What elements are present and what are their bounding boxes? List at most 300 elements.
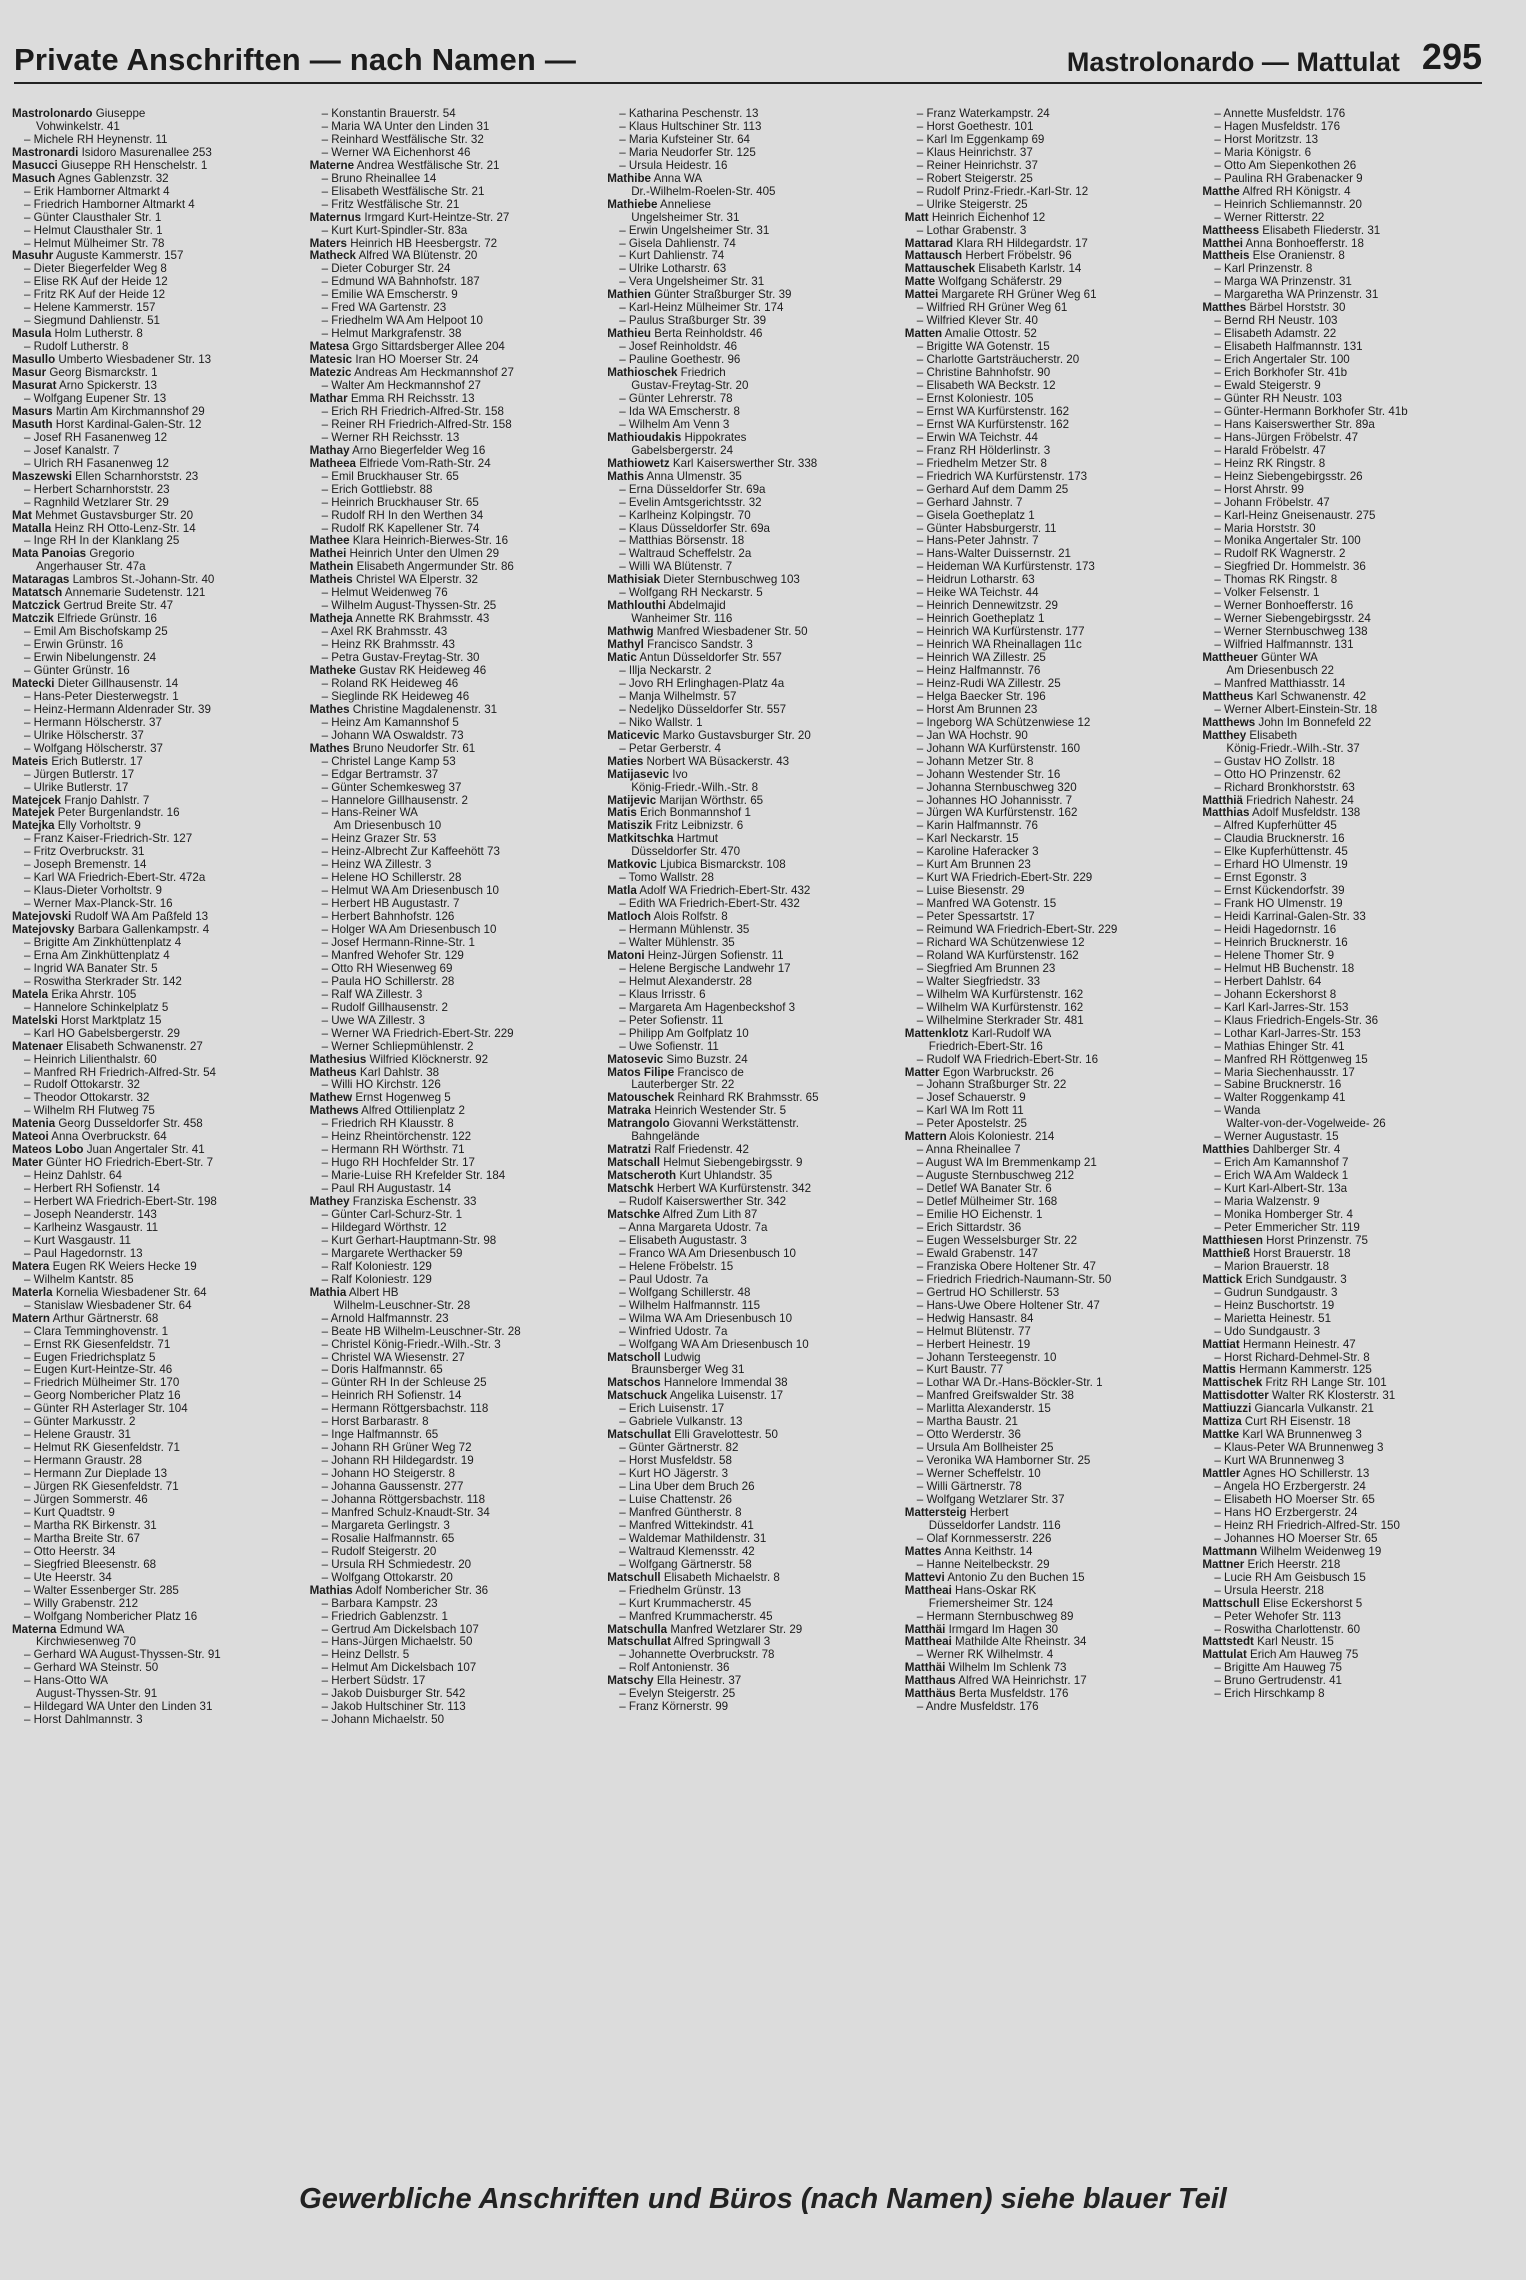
surname: Matschull bbox=[607, 1571, 661, 1584]
directory-entry bbox=[1202, 1326, 1492, 1339]
directory-entry bbox=[905, 1326, 1195, 1339]
directory-entry bbox=[12, 1611, 302, 1624]
surname: Matheja bbox=[309, 613, 353, 626]
entry-text: Am Driesenbusch 22 bbox=[1226, 664, 1334, 677]
directory-column-3 bbox=[607, 108, 897, 2153]
entry-text: Alois Rolfstr. 8 bbox=[651, 911, 728, 924]
entry-text: Karl WA Brunnenweg 3 bbox=[1239, 1429, 1362, 1442]
directory-entry bbox=[310, 1520, 600, 1533]
entry-text: – Veronika WA Hamborner Str. 25 bbox=[916, 1455, 1091, 1468]
directory-entry bbox=[12, 1002, 302, 1015]
directory-entry bbox=[310, 976, 600, 989]
entry-text: – Herbert Dahlstr. 64 bbox=[1214, 975, 1322, 988]
directory-entry bbox=[905, 1455, 1195, 1468]
directory-entry bbox=[12, 276, 302, 289]
directory-entry bbox=[607, 1507, 897, 1520]
directory-entry bbox=[12, 1209, 302, 1222]
entry-text: – Johanna Röttgersbachstr. 118 bbox=[321, 1493, 486, 1506]
directory-entry bbox=[607, 1416, 897, 1429]
directory-entry bbox=[607, 795, 897, 808]
directory-entry bbox=[1202, 1598, 1492, 1611]
directory-entry bbox=[607, 328, 897, 341]
entry-text: – Walter Am Heckmannshof 27 bbox=[321, 380, 481, 393]
entry-text: – Heinz Am Kamannshof 5 bbox=[321, 716, 459, 729]
entry-text: Berta Musfeldstr. 176 bbox=[955, 1688, 1069, 1701]
directory-entry bbox=[607, 1701, 897, 1714]
directory-entry bbox=[310, 665, 600, 678]
entry-text: – Ernst Kückendorfstr. 39 bbox=[1214, 885, 1345, 898]
entry-text: – Rudolf Ottokarstr. 32 bbox=[24, 1079, 140, 1092]
directory-entry bbox=[310, 393, 600, 406]
entry-text: – Günter Lehrerstr. 78 bbox=[619, 392, 733, 405]
surname: Mateoi bbox=[12, 1131, 49, 1144]
directory-entry bbox=[607, 807, 897, 820]
entry-text: – Ralf WA Zillestr. 3 bbox=[321, 988, 423, 1001]
directory-entry bbox=[12, 1274, 302, 1287]
directory-entry bbox=[607, 1092, 897, 1105]
entry-text: – Joseph Neanderstr. 143 bbox=[24, 1209, 157, 1222]
entry-text: – Fred WA Gartenstr. 23 bbox=[321, 302, 447, 315]
directory-entry bbox=[905, 432, 1195, 445]
directory-entry bbox=[1202, 1688, 1492, 1701]
directory-entry bbox=[12, 587, 302, 600]
entry-text: – Ralf Koloniestr. 129 bbox=[321, 1260, 432, 1273]
directory-entry bbox=[310, 186, 600, 199]
directory-entry bbox=[12, 108, 302, 121]
entry-text: – Christel Lange Kamp 53 bbox=[321, 755, 456, 768]
directory-entry bbox=[1202, 665, 1492, 678]
entry-text: – Matthias Börsenstr. 18 bbox=[619, 535, 745, 548]
directory-entry bbox=[12, 173, 302, 186]
entry-text: – Hermann Sternbuschweg 89 bbox=[916, 1610, 1074, 1623]
directory-entry bbox=[12, 1170, 302, 1183]
directory-entry bbox=[310, 458, 600, 471]
directory-entry bbox=[1202, 652, 1492, 665]
directory-entry bbox=[12, 600, 302, 613]
entry-text: – Rudolf WA Friedrich-Ebert-Str. 16 bbox=[916, 1053, 1099, 1066]
entry-text: – Heinrich WA Zillestr. 25 bbox=[916, 652, 1046, 665]
entry-text: – Hans-Peter Jahnstr. 7 bbox=[916, 535, 1039, 548]
directory-entry bbox=[310, 1468, 600, 1481]
directory-entry bbox=[310, 1442, 600, 1455]
entry-text: Juan Angertaler Str. 41 bbox=[83, 1144, 205, 1157]
directory-entry bbox=[310, 199, 600, 212]
entry-text: – Werner Albert-Einstein-Str. 18 bbox=[1214, 703, 1378, 716]
entry-text: Alfred Zum Lith 87 bbox=[660, 1209, 758, 1222]
directory-entry bbox=[1202, 846, 1492, 859]
entry-text: Christine Magdalenenstr. 31 bbox=[349, 703, 498, 716]
entry-text: – Marion Brauerstr. 18 bbox=[1214, 1260, 1330, 1273]
entry-text: Umberto Wiesbadener Str. 13 bbox=[55, 354, 212, 367]
directory-entry bbox=[607, 1429, 897, 1442]
surname: Mathwig bbox=[607, 626, 654, 639]
entry-text: Ella Heinestr. 37 bbox=[653, 1675, 742, 1688]
entry-text: Francisco Sandstr. 3 bbox=[643, 639, 753, 652]
entry-text: – Michele RH Heynenstr. 11 bbox=[24, 133, 168, 146]
entry-text: – Herbert HB Augustastr. 7 bbox=[321, 898, 460, 911]
directory-entry bbox=[905, 1287, 1195, 1300]
surname: Mattulat bbox=[1202, 1649, 1247, 1662]
entry-text: – Johanna Sternbuschweg 320 bbox=[916, 781, 1077, 794]
directory-entry bbox=[905, 160, 1195, 173]
directory-entry bbox=[607, 523, 897, 536]
entry-text: Klara Heinrich-Bierwes-Str. 16 bbox=[349, 535, 509, 548]
directory-entry bbox=[310, 924, 600, 937]
entry-text: – Luise Chattenstr. 26 bbox=[619, 1493, 732, 1506]
entry-text: – Elke Kupferhüttenstr. 45 bbox=[1214, 846, 1348, 859]
entry-text: – Elisabeth Augustastr. 3 bbox=[619, 1234, 747, 1247]
directory-entry bbox=[12, 458, 302, 471]
directory-entry bbox=[310, 1015, 600, 1028]
surname: Matejovsky bbox=[12, 924, 75, 937]
entry-text: – Friedhelm WA Am Helpoot 10 bbox=[321, 315, 483, 328]
entry-text: – Maria Neudorfer Str. 125 bbox=[619, 146, 756, 159]
entry-text: – Angela HO Erzbergerstr. 24 bbox=[1214, 1481, 1366, 1494]
surname: Mattheuer bbox=[1202, 652, 1258, 665]
entry-text: – Emil Am Bischofskamp 25 bbox=[24, 626, 168, 639]
directory-entry bbox=[607, 976, 897, 989]
entry-text: – Ralf Koloniestr. 129 bbox=[321, 1273, 432, 1286]
directory-entry bbox=[1202, 147, 1492, 160]
entry-text: – Helmut Markgrafenstr. 38 bbox=[321, 328, 462, 341]
directory-entry bbox=[310, 1649, 600, 1662]
entry-text: Antonio Zu den Buchen 15 bbox=[944, 1571, 1085, 1584]
entry-text: – Manfred RH Röttgenweg 15 bbox=[1214, 1053, 1368, 1066]
entry-text: – Peter Apostelstr. 25 bbox=[916, 1118, 1027, 1131]
entry-text: Herbert bbox=[966, 1506, 1009, 1519]
entry-text: – Heinz Dellstr. 5 bbox=[321, 1649, 410, 1662]
surname: Matthäi bbox=[904, 1623, 946, 1636]
entry-text: – Johann WA Oswaldstr. 73 bbox=[321, 729, 464, 742]
directory-entry bbox=[310, 315, 600, 328]
entry-text: – Erich Hirschkamp 8 bbox=[1214, 1688, 1325, 1701]
directory-entry bbox=[1202, 302, 1492, 315]
entry-text: – Erwin Ungelsheimer Str. 31 bbox=[619, 224, 770, 237]
directory-entry bbox=[12, 885, 302, 898]
surname: Masuth bbox=[12, 418, 53, 431]
directory-entry bbox=[310, 1248, 600, 1261]
directory-column-5 bbox=[1202, 108, 1492, 2153]
directory-entry bbox=[310, 769, 600, 782]
directory-entry bbox=[905, 1403, 1195, 1416]
entry-text: – Vera Ungelsheimer Str. 31 bbox=[619, 276, 765, 289]
directory-entry bbox=[1202, 238, 1492, 251]
directory-entry bbox=[905, 1144, 1195, 1157]
directory-entry bbox=[310, 1261, 600, 1274]
directory-entry bbox=[12, 807, 302, 820]
directory-entry bbox=[905, 1092, 1195, 1105]
directory-entry bbox=[310, 1118, 600, 1131]
entry-text: – Heinz-Hermann Aldenrader Str. 39 bbox=[24, 703, 211, 716]
entry-text: – Kurt Dahlienstr. 74 bbox=[619, 250, 725, 263]
directory-entry bbox=[12, 263, 302, 276]
directory-entry bbox=[607, 1688, 897, 1701]
entry-text: Alfred WA Heinrichstr. 17 bbox=[955, 1675, 1087, 1688]
entry-text: – Heinz RH Friedrich-Alfred-Str. 150 bbox=[1214, 1519, 1400, 1532]
entry-text: Ralf Friedenstr. 42 bbox=[651, 1144, 749, 1157]
surname: Mathis bbox=[607, 470, 644, 483]
directory-entry bbox=[12, 1572, 302, 1585]
entry-text: – Werner Ritterstr. 22 bbox=[1214, 211, 1325, 224]
directory-entry bbox=[310, 212, 600, 225]
entry-text: Wolfgang Schäferstr. 29 bbox=[935, 276, 1062, 289]
directory-entry bbox=[1202, 717, 1492, 730]
directory-entry bbox=[607, 1546, 897, 1559]
directory-entry bbox=[12, 1701, 302, 1714]
entry-text: Lauterberger Str. 22 bbox=[631, 1079, 735, 1092]
directory-entry bbox=[1202, 1054, 1492, 1067]
surname: Matczik bbox=[12, 613, 54, 626]
surname: Matos Filipe bbox=[607, 1066, 675, 1079]
surname: Mathein bbox=[309, 561, 354, 574]
directory-entry bbox=[12, 717, 302, 730]
entry-text: – Maria Walzenstr. 9 bbox=[1214, 1196, 1320, 1209]
directory-entry bbox=[12, 199, 302, 212]
entry-text: – Hermann Mühlenstr. 35 bbox=[619, 924, 750, 937]
directory-entry bbox=[1202, 1442, 1492, 1455]
surname: Mattick bbox=[1202, 1273, 1243, 1286]
entry-text: – Fritz RK Auf der Heide 12 bbox=[24, 289, 166, 302]
surname: Mastrolonardo bbox=[12, 108, 93, 120]
directory-entry bbox=[607, 1403, 897, 1416]
entry-text: – Wolfgang WA Am Driesenbusch 10 bbox=[619, 1338, 809, 1351]
directory-entry bbox=[310, 1611, 600, 1624]
directory-entry bbox=[905, 1015, 1195, 1028]
entry-text: – Wilhelm RH Flutweg 75 bbox=[24, 1105, 155, 1118]
directory-entry bbox=[310, 1636, 600, 1649]
surname: Matscholl bbox=[607, 1351, 661, 1364]
directory-entry bbox=[1202, 1416, 1492, 1429]
directory-entry bbox=[905, 1105, 1195, 1118]
entry-text: – Ulrike Butlerstr. 17 bbox=[24, 781, 129, 794]
entry-text: – Jürgen Sommerstr. 46 bbox=[24, 1493, 148, 1506]
entry-text: – Helga Baecker Str. 196 bbox=[916, 690, 1046, 703]
entry-text: – Lothar WA Dr.-Hans-Böckler-Str. 1 bbox=[916, 1377, 1103, 1390]
directory-entry bbox=[607, 367, 897, 380]
entry-text: – Ernst Koloniestr. 105 bbox=[916, 392, 1034, 405]
directory-entry bbox=[1202, 1662, 1492, 1675]
directory-entry bbox=[1202, 1611, 1492, 1624]
entry-text: – Ulrike Lotharstr. 63 bbox=[619, 263, 727, 276]
entry-text: Erich Heerstr. 218 bbox=[1244, 1558, 1341, 1571]
entry-text: – Reiner Heinrichstr. 37 bbox=[916, 159, 1038, 172]
directory-entry bbox=[12, 1624, 302, 1637]
entry-text: – Josef Schauerstr. 9 bbox=[916, 1092, 1026, 1105]
entry-text: – Evelin Amtsgerichtsstr. 32 bbox=[619, 496, 762, 509]
surname: Mattenklotz bbox=[904, 1027, 969, 1040]
directory-entry bbox=[310, 535, 600, 548]
directory-entry bbox=[310, 1662, 600, 1675]
directory-entry bbox=[607, 1649, 897, 1662]
directory-entry bbox=[1202, 769, 1492, 782]
surname: Matter bbox=[904, 1066, 940, 1079]
directory-entry bbox=[310, 1313, 600, 1326]
surname: Mattstedt bbox=[1202, 1636, 1254, 1649]
directory-entry bbox=[1202, 678, 1492, 691]
entry-text: Elfriede Vom-Rath-Str. 24 bbox=[356, 457, 491, 470]
directory-entry bbox=[905, 652, 1195, 665]
directory-entry bbox=[310, 1002, 600, 1015]
entry-text: – Wilhelm WA Kurfürstenstr. 162 bbox=[916, 1001, 1084, 1014]
directory-entry bbox=[12, 795, 302, 808]
directory-entry bbox=[1202, 1572, 1492, 1585]
directory-entry bbox=[905, 1274, 1195, 1287]
entry-text: Ungelsheimer Str. 31 bbox=[631, 211, 740, 224]
directory-entry bbox=[310, 367, 600, 380]
directory-entry bbox=[905, 238, 1195, 251]
surname: Maties bbox=[607, 755, 644, 768]
directory-entry bbox=[905, 717, 1195, 730]
entry-text: Dr.-Wilhelm-Roelen-Str. 405 bbox=[631, 185, 776, 198]
directory-entry bbox=[1202, 1507, 1492, 1520]
directory-entry bbox=[310, 1028, 600, 1041]
surname: Matraka bbox=[607, 1105, 652, 1118]
entry-text: – Ursula Heerstr. 218 bbox=[1214, 1584, 1324, 1597]
entry-text: Dieter Sternbuschweg 103 bbox=[660, 574, 800, 587]
directory-entry bbox=[1202, 898, 1492, 911]
directory-entry bbox=[1202, 963, 1492, 976]
directory-entry bbox=[1202, 134, 1492, 147]
directory-entry bbox=[905, 1624, 1195, 1637]
entry-text: – Horst Ahrstr. 99 bbox=[1214, 483, 1304, 496]
directory-entry bbox=[310, 1339, 600, 1352]
entry-text: Antun Düsseldorfer Str. 557 bbox=[636, 652, 782, 665]
surname: Mattiuzzi bbox=[1202, 1403, 1252, 1416]
entry-text: – Erwin Grünstr. 16 bbox=[24, 639, 124, 652]
directory-entry bbox=[1202, 1196, 1492, 1209]
directory-entry bbox=[310, 730, 600, 743]
directory-entry bbox=[1202, 613, 1492, 626]
directory-entry bbox=[905, 756, 1195, 769]
surname: Matschall bbox=[607, 1157, 661, 1170]
entry-text: – Heinz RK Ringstr. 8 bbox=[1214, 457, 1326, 470]
entry-text: – Brigitte Am Hauweg 75 bbox=[1214, 1662, 1342, 1675]
directory-entry bbox=[12, 872, 302, 885]
entry-text: – Wolfgang Wetzlarer Str. 37 bbox=[916, 1493, 1065, 1506]
directory-entry bbox=[607, 924, 897, 937]
entry-text: – Günter Gärtnerstr. 82 bbox=[619, 1442, 739, 1455]
directory-entry bbox=[1202, 1105, 1492, 1118]
entry-text: – Heinrich Brucknerstr. 16 bbox=[1214, 937, 1348, 949]
surname: Matezic bbox=[309, 367, 352, 380]
directory-entry bbox=[12, 225, 302, 238]
entry-text: – Eugen Friedrichsplatz 5 bbox=[24, 1351, 156, 1364]
entry-text: Hans-Oskar RK bbox=[951, 1584, 1037, 1597]
directory-entry bbox=[12, 1105, 302, 1118]
surname: Materla bbox=[12, 1286, 53, 1299]
entry-text: – Wolfgang Ottokarstr. 20 bbox=[321, 1571, 453, 1584]
directory-entry bbox=[310, 652, 600, 665]
surname: Matloch bbox=[607, 911, 651, 924]
entry-text: – Hildegard Wörthstr. 12 bbox=[321, 1221, 447, 1234]
directory-entry bbox=[1202, 1041, 1492, 1054]
directory-entry bbox=[905, 1248, 1195, 1261]
surname: Mattarad bbox=[904, 237, 954, 250]
directory-entry bbox=[905, 963, 1195, 976]
surname: Matthäi bbox=[904, 1662, 946, 1675]
entry-text: – Karlheinz Kolpingstr. 70 bbox=[619, 509, 751, 522]
entry-text: Friedrich Nahestr. 24 bbox=[1242, 794, 1354, 807]
directory-entry bbox=[12, 678, 302, 691]
surname: Matelski bbox=[12, 1014, 58, 1027]
entry-text: – Monika Homberger Str. 4 bbox=[1214, 1209, 1353, 1222]
directory-entry bbox=[905, 341, 1195, 354]
directory-entry bbox=[310, 121, 600, 134]
entry-text: – Reimund WA Friedrich-Ebert-Str. 229 bbox=[916, 924, 1118, 937]
directory-entry bbox=[1202, 1339, 1492, 1352]
directory-entry bbox=[905, 1520, 1195, 1533]
entry-text: – Hans-Walter Duissernstr. 21 bbox=[916, 548, 1071, 561]
surname: Mathia bbox=[309, 1286, 347, 1299]
directory-entry bbox=[607, 1572, 897, 1585]
directory-entry bbox=[607, 1157, 897, 1170]
entry-text: – Heidrun Lotharstr. 63 bbox=[916, 574, 1035, 587]
directory-entry bbox=[607, 1636, 897, 1649]
entry-text: – Johann RH Hildegardstr. 19 bbox=[321, 1455, 474, 1468]
entry-text: Wanheimer Str. 116 bbox=[631, 613, 733, 626]
entry-text: – Heinz-Rudi WA Zillestr. 25 bbox=[916, 677, 1061, 690]
directory-entry bbox=[607, 911, 897, 924]
surname: Matscheroth bbox=[607, 1170, 677, 1183]
directory-entry bbox=[905, 769, 1195, 782]
surname: Matheus bbox=[309, 1066, 357, 1079]
entry-text: – Günter-Hermann Borkhofer Str. 41b bbox=[1214, 405, 1408, 418]
entry-text: – Gerhard Auf dem Damm 25 bbox=[916, 483, 1069, 496]
directory-entry bbox=[12, 523, 302, 536]
directory-entry bbox=[1202, 704, 1492, 717]
directory-entry bbox=[310, 1235, 600, 1248]
directory-entry bbox=[607, 108, 897, 121]
directory-entry bbox=[905, 250, 1195, 263]
entry-text: – Kurt Krummacherstr. 45 bbox=[619, 1597, 752, 1610]
directory-entry bbox=[607, 432, 897, 445]
entry-text: König-Friedr.-Wilh.-Str. 37 bbox=[1226, 742, 1360, 755]
directory-entry bbox=[1202, 432, 1492, 445]
directory-entry bbox=[1202, 1131, 1492, 1144]
surname: Matera bbox=[12, 1260, 50, 1273]
entry-text: – Gerhard WA August-Thyssen-Str. 91 bbox=[24, 1649, 221, 1662]
surname: Matecki bbox=[12, 677, 55, 690]
entry-text: – Hans-Uwe Obere Holtener Str. 47 bbox=[916, 1299, 1100, 1312]
entry-text: – Josef Hermann-Rinne-Str. 1 bbox=[321, 937, 475, 949]
entry-text: John Im Bonnefeld 22 bbox=[1255, 716, 1372, 729]
surname: Mataragas bbox=[12, 574, 70, 587]
directory-entry bbox=[1202, 1585, 1492, 1598]
directory-entry bbox=[310, 250, 600, 263]
directory-entry bbox=[905, 1533, 1195, 1546]
surname: Mattschull bbox=[1202, 1597, 1260, 1610]
directory-entry bbox=[310, 1157, 600, 1170]
directory-entry bbox=[310, 289, 600, 302]
directory-entry bbox=[905, 1701, 1195, 1714]
surname: Materne bbox=[309, 159, 355, 172]
directory-entry bbox=[310, 419, 600, 432]
directory-entry bbox=[310, 484, 600, 497]
directory-entry bbox=[1202, 1546, 1492, 1559]
directory-entry bbox=[12, 665, 302, 678]
entry-text: – Roswitha Charlottenstr. 60 bbox=[1214, 1623, 1361, 1636]
surname: Mathar bbox=[309, 392, 348, 405]
surname: Matthaus bbox=[904, 1675, 956, 1688]
entry-text: Holm Lutherstr. 8 bbox=[51, 328, 143, 341]
directory-entry bbox=[607, 885, 897, 898]
directory-entry bbox=[12, 1675, 302, 1688]
entry-text: – Dieter Coburger Str. 24 bbox=[321, 263, 451, 276]
surname: Mattischek bbox=[1202, 1377, 1263, 1390]
entry-text: – Kurt WA Brunnenweg 3 bbox=[1214, 1455, 1345, 1468]
directory-entry bbox=[607, 691, 897, 704]
entry-text: – Hans-Otto WA bbox=[24, 1675, 108, 1688]
